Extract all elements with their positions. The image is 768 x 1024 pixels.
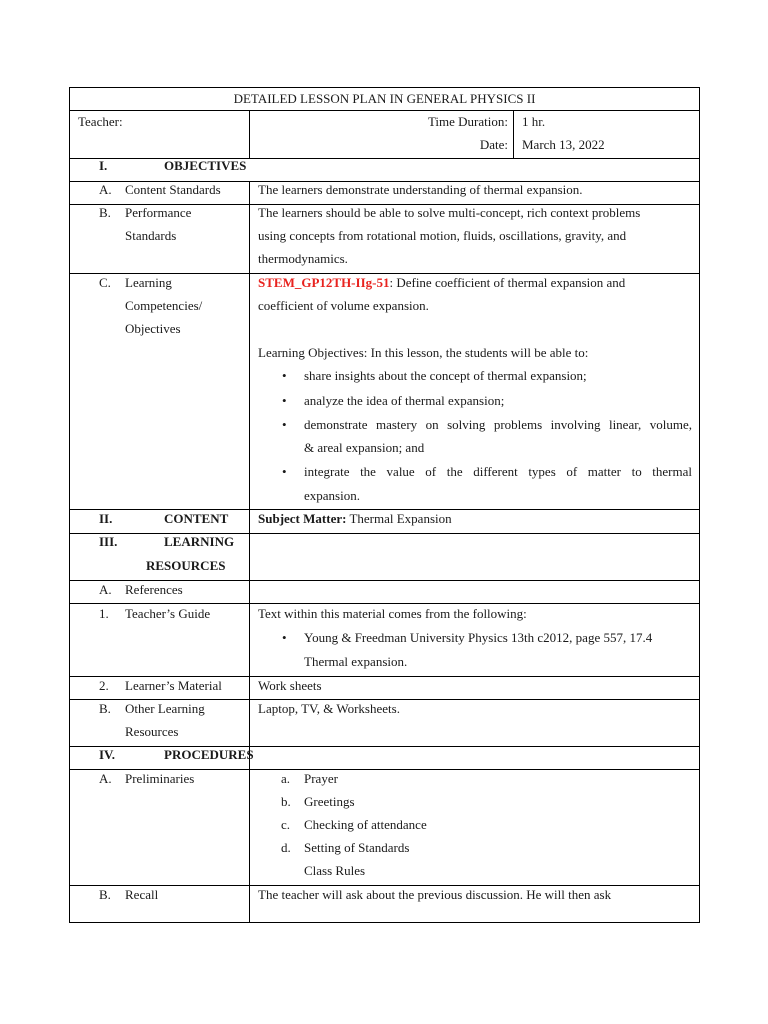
section-title: OBJECTIVES <box>164 158 247 173</box>
preliminary-marker: b. <box>281 794 291 809</box>
performance-standards-label-line2: Standards <box>125 228 177 243</box>
table-border <box>699 87 700 923</box>
preliminary-item: Greetings <box>304 794 355 809</box>
bullet-icon: • <box>282 368 287 383</box>
objective-bullet-3-line2: & areal expansion; and <box>304 440 425 455</box>
item-label: Recall <box>125 887 159 902</box>
table-border <box>249 181 250 923</box>
section-content-heading <box>99 507 228 530</box>
date-label: Date: <box>479 137 508 152</box>
table-border <box>513 110 514 159</box>
learners-material-text: Work sheets <box>258 678 322 693</box>
preliminaries-label <box>99 767 194 790</box>
item-label: References <box>125 582 183 597</box>
teachers-guide-label <box>99 602 210 625</box>
item-letter: B. <box>99 887 111 902</box>
item-letter: A. <box>99 582 112 597</box>
item-label: Learner’s Material <box>125 678 222 693</box>
date-value: March 13, 2022 <box>522 137 605 152</box>
preliminary-item: Prayer <box>304 771 338 786</box>
item-label: Learning <box>125 275 172 290</box>
performance-standards-line1: The learners should be able to solve multi-concept, rich context problems <box>258 205 641 220</box>
other-resources-label-line2: Resources <box>125 724 179 739</box>
references-label <box>99 578 183 601</box>
section-learning-resources-heading <box>99 530 234 553</box>
preliminary-marker: c. <box>281 817 291 832</box>
competency-line2: coefficient of volume expansion. <box>258 298 429 313</box>
recall-label <box>99 883 158 906</box>
learning-competencies-label-line3: Objectives <box>125 321 181 336</box>
recall-text: The teacher will ask about the previous discussion. He will then ask <box>258 887 612 902</box>
time-duration-value: 1 hr. <box>522 114 546 129</box>
subject-matter-value: Thermal Expansion <box>346 511 452 526</box>
item-label: Preliminaries <box>125 771 195 786</box>
teachers-guide-reference-line1: Young & Freedman University Physics 13th c2012, page 557, 17.4 <box>304 630 653 645</box>
competency-line1 <box>258 271 625 294</box>
table-border <box>69 922 700 923</box>
performance-standards-line3: thermodynamics. <box>258 251 348 266</box>
competency-text: : Define coefficient of thermal expansion and <box>389 275 626 290</box>
section-title: LEARNING <box>164 534 235 549</box>
objective-bullet-4-line1: integrate the value of the different types of matter to thermal <box>304 464 692 479</box>
time-duration-label: Time Duration: <box>427 114 508 129</box>
item-letter: B. <box>99 701 111 716</box>
item-letter: C. <box>99 275 111 290</box>
other-resources-label <box>99 697 205 720</box>
learning-objectives-intro: Learning Objectives: In this lesson, the students will be able to: <box>258 345 589 360</box>
table-border <box>69 87 70 923</box>
item-label: Teacher’s Guide <box>125 606 211 621</box>
learning-competencies-label <box>99 271 172 294</box>
other-resources-text: Laptop, TV, & Worksheets. <box>258 701 400 716</box>
objective-bullet-2: analyze the idea of thermal expansion; <box>304 393 505 408</box>
document-title: DETAILED LESSON PLAN IN GENERAL PHYSICS II <box>233 91 536 106</box>
subject-matter <box>258 507 452 530</box>
item-label: Performance <box>125 205 192 220</box>
content-standards-text: The learners demonstrate understanding of thermal expansion. <box>258 182 583 197</box>
item-label: Content Standards <box>125 182 221 197</box>
section-procedures-heading <box>99 743 254 766</box>
preliminary-sub-item: Class Rules <box>304 863 366 878</box>
objective-bullet-4-line2: expansion. <box>304 488 360 503</box>
bullet-icon: • <box>282 630 287 645</box>
subject-matter-label: Subject Matter: <box>258 511 347 526</box>
item-number: 2. <box>99 678 109 693</box>
section-number: III. <box>99 534 118 549</box>
performance-standards-line2: using concepts from rotational motion, fluids, oscillations, gravity, and <box>258 228 627 243</box>
preliminary-marker: d. <box>281 840 291 855</box>
item-letter: A. <box>99 182 112 197</box>
objective-bullet-1: share insights about the concept of thermal expansion; <box>304 368 587 383</box>
preliminary-item: Checking of attendance <box>304 817 427 832</box>
preliminary-marker: a. <box>281 771 291 786</box>
bullet-icon: • <box>282 417 287 432</box>
competency-code: STEM_GP12TH-IIg-51 <box>258 275 390 290</box>
item-letter: A. <box>99 771 112 786</box>
preliminary-item: Setting of Standards <box>304 840 410 855</box>
content-standards-label <box>99 178 221 201</box>
section-title: CONTENT <box>164 511 229 526</box>
section-objectives-heading <box>99 154 246 177</box>
section-learning-resources-heading-line2: RESOURCES <box>146 558 226 573</box>
item-letter: B. <box>99 205 111 220</box>
item-label: Other Learning <box>125 701 205 716</box>
section-number: I. <box>99 158 108 173</box>
bullet-icon: • <box>282 393 287 408</box>
bullet-icon: • <box>282 464 287 479</box>
learning-competencies-label-line2: Competencies/ <box>125 298 203 313</box>
teacher-label: Teacher: <box>78 114 123 129</box>
teachers-guide-reference-line2: Thermal expansion. <box>304 654 408 669</box>
objective-bullet-3-line1: demonstrate mastery on solving problems involving linear, volume, <box>304 417 692 432</box>
teachers-guide-text: Text within this material comes from the following: <box>258 606 527 621</box>
section-title: PROCEDURES <box>164 747 254 762</box>
learners-material-label <box>99 674 222 697</box>
section-number: IV. <box>99 747 116 762</box>
item-number: 1. <box>99 606 109 621</box>
section-number: II. <box>99 511 113 526</box>
performance-standards-label <box>99 201 191 224</box>
